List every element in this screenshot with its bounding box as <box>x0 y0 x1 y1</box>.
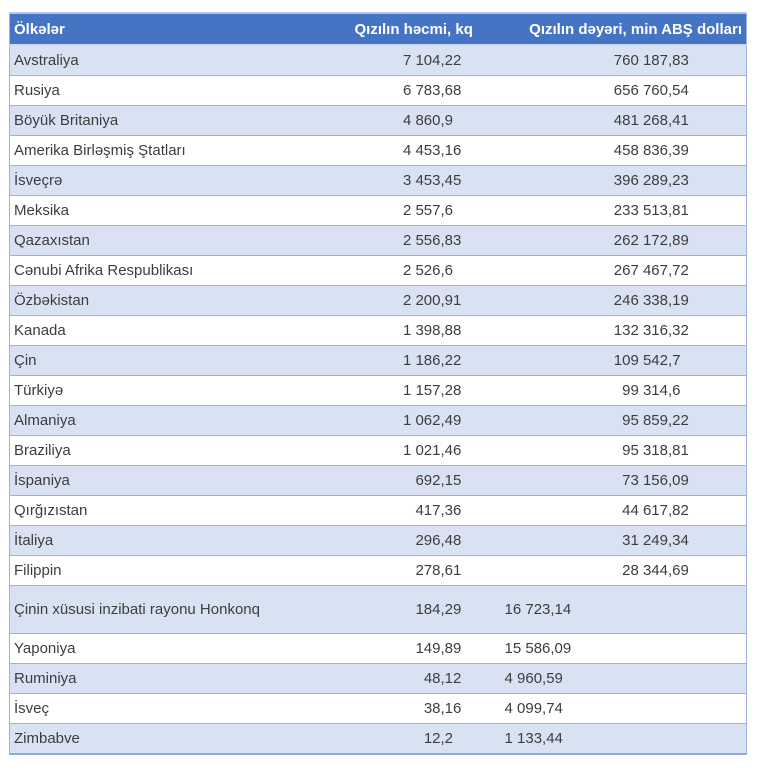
country-cell: Çin <box>10 346 355 376</box>
gold-volume-cell: 7 104,22 <box>355 45 480 76</box>
country-cell: Qırğızıstan <box>10 496 355 526</box>
gold-reserves-table <box>9 12 747 755</box>
country-cell: Böyük Britaniya <box>10 106 355 136</box>
gold-value-cell: 396 289,23 <box>480 166 747 196</box>
country-cell: Kanada <box>10 316 355 346</box>
gold-value-cell: 1 133,44 <box>480 724 747 755</box>
table-header-row <box>10 13 747 45</box>
gold-value-cell: 31 249,34 <box>480 526 747 556</box>
gold-value-cell: 44 617,82 <box>480 496 747 526</box>
gold-volume-cell: 48,12 <box>355 664 480 694</box>
gold-volume-cell: 1 186,22 <box>355 346 480 376</box>
table-row <box>10 136 747 166</box>
gold-value-cell: 267 467,72 <box>480 256 747 286</box>
gold-value-cell: 15 586,09 <box>480 634 747 664</box>
table-row <box>10 316 747 346</box>
table-row <box>10 466 747 496</box>
gold-volume-cell: 1 398,88 <box>355 316 480 346</box>
gold-value-cell: 233 513,81 <box>480 196 747 226</box>
gold-volume-cell: 692,15 <box>355 466 480 496</box>
table-row <box>10 256 747 286</box>
country-cell: Özbəkistan <box>10 286 355 316</box>
gold-value-cell: 109 542,7 <box>480 346 747 376</box>
table-row <box>10 346 747 376</box>
gold-volume-cell: 278,61 <box>355 556 480 586</box>
gold-volume-cell: 1 021,46 <box>355 436 480 466</box>
table-row <box>10 556 747 586</box>
column-header-gold-volume: Qızılın həcmi, kq <box>355 13 480 45</box>
table-header <box>10 13 747 45</box>
gold-value-cell: 458 836,39 <box>480 136 747 166</box>
table-row <box>10 106 747 136</box>
column-header-countries: Ölkələr <box>10 13 355 45</box>
table-row <box>10 526 747 556</box>
country-cell: Almaniya <box>10 406 355 436</box>
gold-value-cell: 4 960,59 <box>480 664 747 694</box>
table-row <box>10 286 747 316</box>
country-cell: Avstraliya <box>10 45 355 76</box>
gold-reserves-table-container <box>9 12 746 755</box>
gold-volume-cell: 1 157,28 <box>355 376 480 406</box>
table-row <box>10 406 747 436</box>
gold-volume-cell: 184,29 <box>355 586 480 634</box>
gold-value-cell: 656 760,54 <box>480 76 747 106</box>
table-row <box>10 724 747 755</box>
country-cell: Türkiyə <box>10 376 355 406</box>
country-cell: İtaliya <box>10 526 355 556</box>
gold-volume-cell: 2 200,91 <box>355 286 480 316</box>
country-cell: Çinin xüsusi inzibati rayonu Honkonq <box>10 586 355 634</box>
gold-volume-cell: 12,2 <box>355 724 480 755</box>
gold-value-cell: 4 099,74 <box>480 694 747 724</box>
table-row <box>10 436 747 466</box>
gold-value-cell: 73 156,09 <box>480 466 747 496</box>
gold-value-cell: 262 172,89 <box>480 226 747 256</box>
gold-volume-cell: 296,48 <box>355 526 480 556</box>
country-cell: Rusiya <box>10 76 355 106</box>
country-cell: Braziliya <box>10 436 355 466</box>
table-row <box>10 496 747 526</box>
gold-value-cell: 28 344,69 <box>480 556 747 586</box>
gold-volume-cell: 2 557,6 <box>355 196 480 226</box>
country-cell: Meksika <box>10 196 355 226</box>
table-row <box>10 166 747 196</box>
gold-value-cell: 481 268,41 <box>480 106 747 136</box>
table-row <box>10 376 747 406</box>
gold-volume-cell: 3 453,45 <box>355 166 480 196</box>
country-cell: Filippin <box>10 556 355 586</box>
table-row <box>10 694 747 724</box>
country-cell: Yaponiya <box>10 634 355 664</box>
table-row <box>10 76 747 106</box>
gold-volume-cell: 417,36 <box>355 496 480 526</box>
gold-volume-cell: 4 453,16 <box>355 136 480 166</box>
country-cell: İsveç <box>10 694 355 724</box>
table-row <box>10 586 747 634</box>
table-row <box>10 226 747 256</box>
column-header-gold-value: Qızılın dəyəri, min ABŞ dolları <box>480 13 747 45</box>
gold-value-cell: 760 187,83 <box>480 45 747 76</box>
country-cell: Ruminiya <box>10 664 355 694</box>
country-cell: İspaniya <box>10 466 355 496</box>
country-cell: Cənubi Afrika Respublikası <box>10 256 355 286</box>
gold-value-cell: 246 338,19 <box>480 286 747 316</box>
table-row <box>10 196 747 226</box>
table-body <box>10 45 747 754</box>
gold-value-cell: 95 859,22 <box>480 406 747 436</box>
gold-volume-cell: 1 062,49 <box>355 406 480 436</box>
country-cell: Qazaxıstan <box>10 226 355 256</box>
table-row <box>10 634 747 664</box>
gold-volume-cell: 2 526,6 <box>355 256 480 286</box>
gold-value-cell: 95 318,81 <box>480 436 747 466</box>
gold-volume-cell: 2 556,83 <box>355 226 480 256</box>
gold-volume-cell: 149,89 <box>355 634 480 664</box>
gold-value-cell: 132 316,32 <box>480 316 747 346</box>
gold-value-cell: 99 314,6 <box>480 376 747 406</box>
country-cell: İsveçrə <box>10 166 355 196</box>
gold-volume-cell: 6 783,68 <box>355 76 480 106</box>
table-row <box>10 45 747 76</box>
table-row <box>10 664 747 694</box>
gold-volume-cell: 4 860,9 <box>355 106 480 136</box>
gold-volume-cell: 38,16 <box>355 694 480 724</box>
country-cell: Amerika Birləşmiş Ştatları <box>10 136 355 166</box>
country-cell: Zimbabve <box>10 724 355 755</box>
gold-value-cell: 16 723,14 <box>480 586 747 634</box>
